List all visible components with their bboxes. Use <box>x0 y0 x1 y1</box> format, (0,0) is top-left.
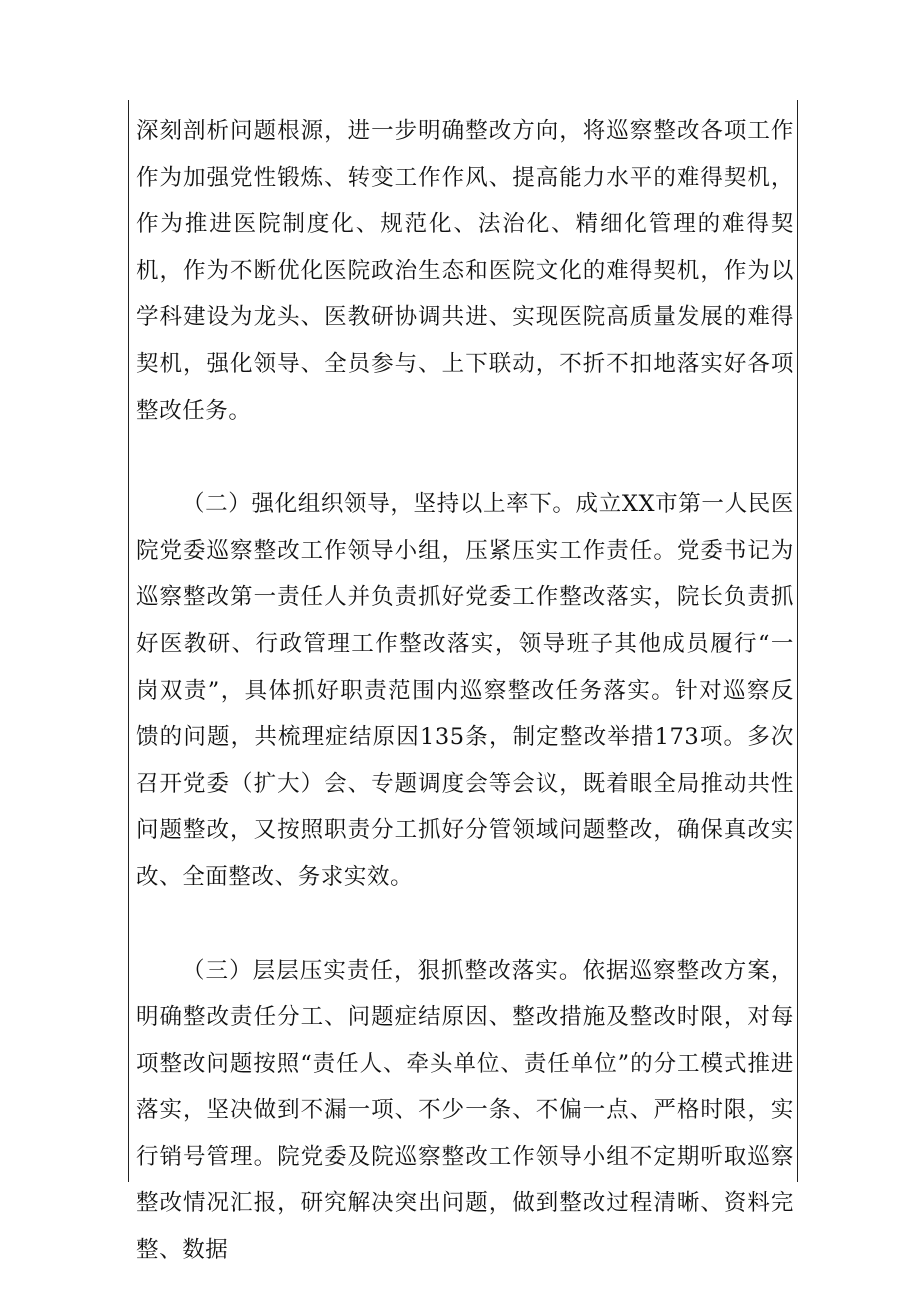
paragraph-section-3: （三）层层压实责任，狠抓整改落实。依据巡察整改方案，明确整改责任分工、问题症结原因、整改措施及整改时限，对每项整改问题按照“责任人、牵头单位、责任单位”的分工模式推进落实，坚决做到不漏一项、不少一条、不偏一点、严格时限，实行销号管理。院党委及院巡察整改工作领导小组不定期听取巡察整改情况汇报，研究解决突出问题，做到整改过程清晰、资料完整、数据 <box>136 957 794 1264</box>
paragraph-section-2: （二）强化组织领导，坚持以上率下。成立XX市第一人民医院党委巡察整改工作领导小组，压紧压实工作责任。党委书记为巡察整改第一责任人并负责抓好党委工作整改落实，院长负责抓好医教研、行政管理工作整改落实，领导班子其他成员履行“一岗双责”，具体抓好职责范围内巡察整改任务落实。针对巡察反馈的问题，共梳理症结原因135条，制定整改举措173项。多次召开党委（扩大）会、专题调度会等会议，既着眼全局推动共性问题整改，又按照职责分工抓好分管领域问题整改，确保真改实改、全面整改、务求实效。 <box>136 491 794 890</box>
left-border-line <box>128 100 129 1182</box>
paragraph-continuation: 深刻剖析问题根源，进一步明确整改方向，将巡察整改各项工作作为加强党性锻炼、转变工作作风、提高能力水平的难得契机，作为推进医院制度化、规范化、法治化、精细化管理的难得契机，作为不断优化医院政治生态和医院文化的难得契机，作为以学科建设为龙头、医教研协调共进、实现医院高质量发展的难得契机，强化领导、全员参与、上下联动，不折不扣地落实好各项整改任务。 <box>136 118 794 424</box>
document-body <box>136 108 794 1274</box>
right-border-line <box>797 100 798 1182</box>
